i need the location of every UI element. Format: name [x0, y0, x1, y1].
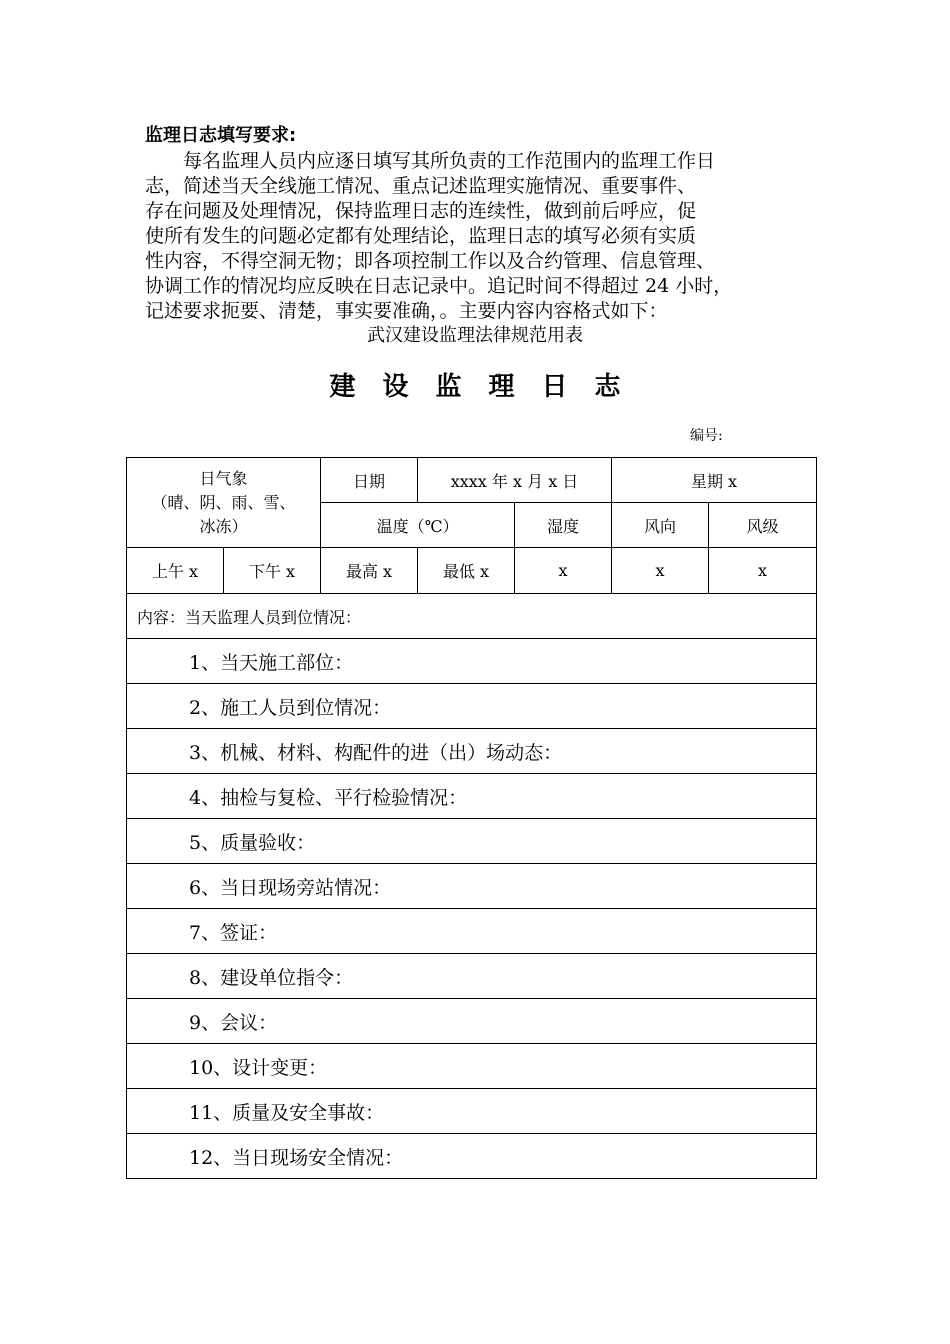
date-label: 日期 [321, 458, 418, 503]
log-item[interactable]: 4、抽检与复检、平行检验情况： [127, 774, 817, 819]
weather-label: 日气象 [199, 468, 248, 488]
requirements-title: 监理日志填写要求: [145, 125, 297, 146]
humidity-label: 湿度 [515, 503, 612, 548]
serial-number-label: 编号: [690, 428, 723, 444]
date-value[interactable]: xxxx 年 x 月 x 日 [418, 458, 612, 503]
supervision-log-table [126, 457, 817, 1179]
humidity-value[interactable]: x [515, 548, 612, 594]
max-temperature[interactable]: 最高 x [321, 548, 418, 594]
form-title: 建设监理日志 [329, 372, 648, 402]
log-item[interactable]: 5、质量验收： [127, 819, 817, 864]
afternoon-weather[interactable]: 下午 x [224, 548, 321, 594]
log-item[interactable]: 8、建设单位指令： [127, 954, 817, 999]
requirements-line: 存在问题及处理情况，保持监理日志的连续性，做到前后呼应，促 [145, 200, 697, 222]
log-item[interactable]: 6、当日现场旁站情况： [127, 864, 817, 909]
log-item[interactable]: 7、签证： [127, 909, 817, 954]
weather-label-cell [127, 458, 321, 548]
requirements-body [145, 149, 825, 324]
weather-options: （晴、阴、雨、雪、 [151, 492, 296, 512]
wind-direction-label: 风向 [612, 503, 709, 548]
temperature-label: 温度（℃） [321, 503, 515, 548]
content-label[interactable]: 内容：当天监理人员到位情况： [127, 594, 817, 639]
requirements-line: 志，简述当天全线施工情况、重点记述监理实施情况、重要事件、 [145, 175, 697, 197]
requirements-line: 协调工作的情况均应反映在日志记录中。追记时间不得超过 24 小时， [145, 275, 733, 297]
wind-direction-value[interactable]: x [612, 548, 709, 594]
requirements-line: 记述要求扼要、清楚，事实要准确，。主要内容内容格式如下： [145, 300, 668, 322]
log-item[interactable]: 1、当天施工部位： [127, 639, 817, 684]
requirements-line: 每名监理人员内应逐日填写其所负责的工作范围内的监理工作日 [183, 150, 716, 172]
morning-weather[interactable]: 上午 x [127, 548, 224, 594]
weather-options-cont: 冰冻） [199, 516, 248, 536]
wind-level-label: 风级 [709, 503, 817, 548]
wind-level-value[interactable]: x [709, 548, 817, 594]
requirements-line: 性内容，不得空洞无物；即各项控制工作以及合约管理、信息管理、 [145, 250, 716, 272]
log-item[interactable]: 3、机械、材料、构配件的进（出）场动态： [127, 729, 817, 774]
log-item[interactable]: 11、质量及安全事故： [127, 1089, 817, 1134]
min-temperature[interactable]: 最低 x [418, 548, 515, 594]
weekday-value[interactable]: 星期 x [612, 458, 817, 503]
form-subtitle: 武汉建设监理法律规范用表 [367, 325, 583, 346]
requirements-line: 使所有发生的问题必定都有处理结论，监理日志的填写必须有实质 [145, 225, 697, 247]
log-item[interactable]: 9、会议： [127, 999, 817, 1044]
log-item[interactable]: 12、当日现场安全情况： [127, 1134, 817, 1179]
log-item[interactable]: 2、施工人员到位情况： [127, 684, 817, 729]
log-item[interactable]: 10、设计变更： [127, 1044, 817, 1089]
